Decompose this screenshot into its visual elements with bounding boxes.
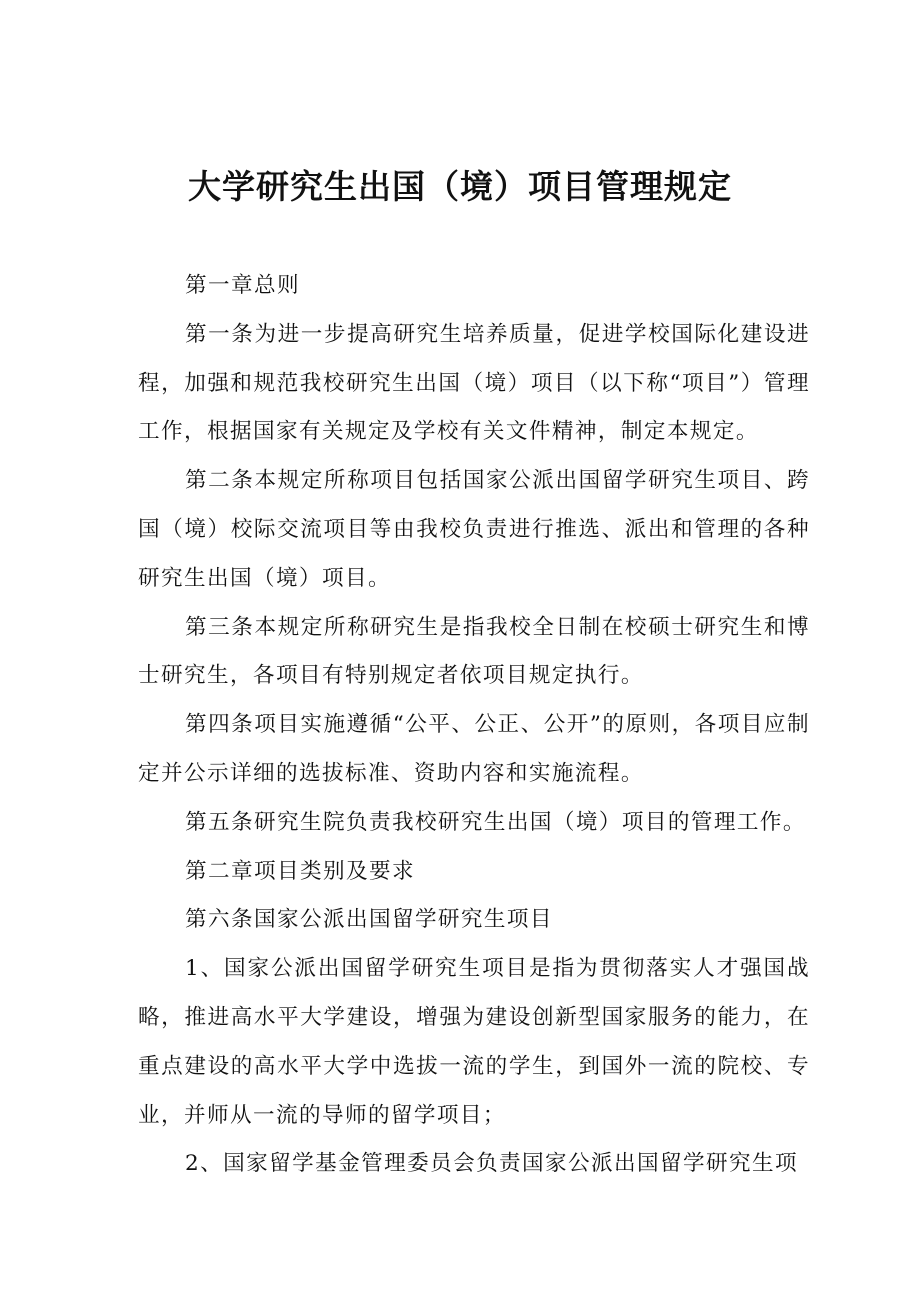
chapter-heading: 第二章项目类别及要求	[185, 858, 415, 884]
article-paragraph: 第二条本规定所称项目包括国家公派出国留学研究生项目、跨国（境）校际交流项目等由我校负责进行推选、派出和管理的各种研究生出国（境）项目。	[138, 468, 810, 591]
article-paragraph: 第六条国家公派出国留学研究生项目	[185, 907, 553, 933]
document-body	[138, 262, 810, 1189]
chapter-heading: 第一章总则	[185, 273, 300, 298]
list-paragraph: 2、国家留学基金管理委员会负责国家公派出国留学研究生项	[185, 1151, 798, 1177]
article-paragraph: 第一条为进一步提高研究生培养质量，促进学校国际化建设进程，加强和规范我校研究生出国（境）项目（以下称“项目”）管理工作，根据国家有关规定及学校有关文件精神，制定本规定。	[138, 321, 810, 445]
document-title: 大学研究生出国（境）项目管理规定	[188, 167, 732, 206]
list-paragraph: 1、国家公派出国留学研究生项目是指为贯彻落实人才强国战略，推进高水平大学建设，增强为建设创新型国家服务的能力，在重点建设的高水平大学中选拔一流的学生，到国外一流的院校、专业，并师从一流的导师的留学项目；	[138, 956, 810, 1128]
article-paragraph: 第五条研究生院负责我校研究生出国（境）项目的管理工作。	[185, 809, 806, 835]
article-paragraph: 第三条本规定所称研究生是指我校全日制在校硕士研究生和博士研究生，各项目有特别规定者依项目规定执行。	[138, 614, 810, 689]
article-paragraph: 第四条项目实施遵循“公平、公正、公开”的原则，各项目应制定并公示详细的选拔标准、资助内容和实施流程。	[138, 712, 810, 786]
